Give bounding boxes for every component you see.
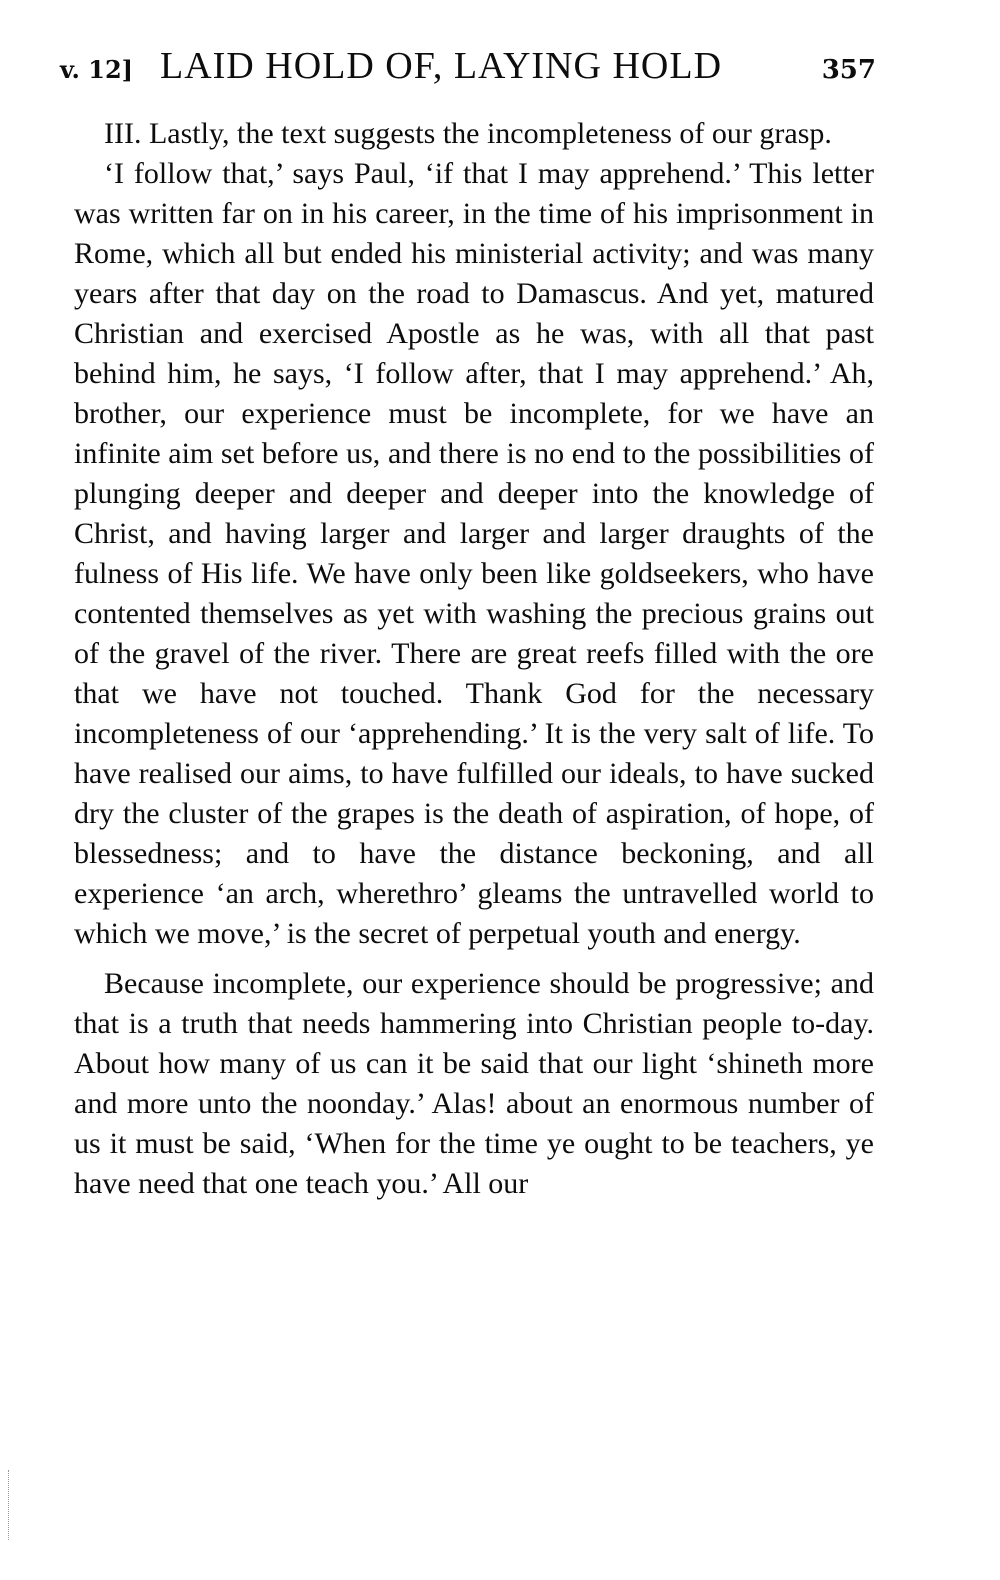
- body-text: [74, 114, 874, 1204]
- verse-reference: v. 12]: [60, 55, 133, 84]
- book-page: [60, 36, 876, 1204]
- running-title: LAID HOLD OF, LAYING HOLD: [160, 45, 723, 87]
- paragraph: III. Lastly, the text suggests the incompleteness of our grasp.: [104, 117, 832, 150]
- paragraph: ‘I follow that,’ says Paul, ‘if that I may apprehend.’ This letter was written far on in his career, in the time of his imprisonment in Rome, which all but ended his ministerial activity; and was many years after that day on the road to Damascus. And yet, matured Christian and exercised Apostle as he was, with all that past behind him, he says, ‘I follow after, that I may apprehend.’ Ah, brother, our experience must be incomplete, for we have an infinite aim set before us, and there is no end to the possibilities of plunging deeper and deeper and deeper into the knowledge of Christ, and having larger and larger and larger draughts of the fulness of His life. We have only been like goldseekers, who have contented themselves as yet with washing the precious grains out of the gravel of the river. There are great reefs filled with the ore that we have not touched. Thank God for the necessary incompleteness of our ‘apprehending.’ It is the very salt of life. To have realised our aims, to have fulfilled our ideals, to have sucked dry the cluster of the grapes is the death of aspiration, of hope, of blessedness; and to have the distance beckoning, and all experience ‘an arch, wherethro’ gleams the untravelled world to which we move,’ is the secret of perpetual youth and energy.: [74, 157, 874, 950]
- page-number: 357: [821, 55, 876, 85]
- paragraph: Because incomplete, our experience should be progressive; and that is a truth that needs hammering into Christian people to-day. About how many of us can it be said that our light ‘shineth more and more unto the noonday.’ Alas! about an enormous number of us it must be said, ‘When for the time ye ought to be teachers, ye have need that one teach you.’ All our: [74, 967, 874, 1200]
- margin-scan-marks: [8, 1470, 13, 1540]
- running-head: [60, 36, 876, 96]
